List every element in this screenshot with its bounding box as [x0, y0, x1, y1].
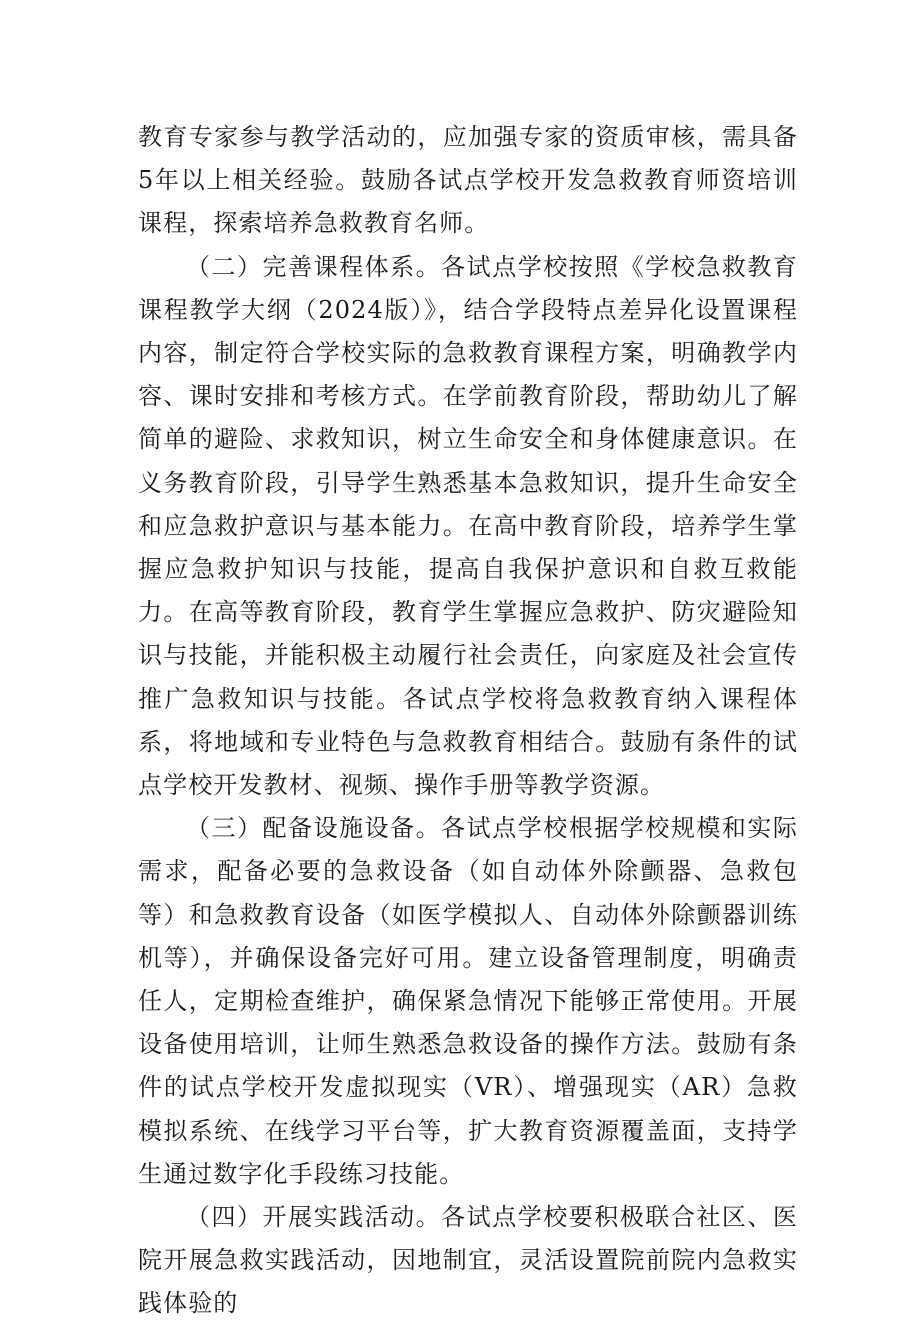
paragraph-continuation: 教育专家参与教学活动的，应加强专家的资质审核，需具备5年以上相关经验。鼓励各试点学校开发急救教育师资培训课程，探索培养急救教育名师。	[138, 123, 798, 238]
document-body	[138, 116, 798, 1326]
paragraph-facilities-equipment: （三）配备设施设备。各试点学校根据学校规模和实际需求，配备必要的急救设备（如自动体外除颤器、急救包等）和急救教育设备（如医学模拟人、自动体外除颤器训练机等），并确保设备完好可用。建立设备管理制度，明确责任人，定期检查维护，确保紧急情况下能够正常使用。开展设备使用培训，让师生熟悉急救设备的操作方法。鼓励有条件的试点学校开发虚拟现实（VR）、增强现实（AR）急救模拟系统、在线学习平台等，扩大教育资源覆盖面，支持学生通过数字化手段练习技能。	[138, 814, 798, 1188]
paragraph-curriculum-system: （二）完善课程体系。各试点学校按照《学校急救教育课程教学大纲（2024版）》，结合学段特点差异化设置课程内容，制定符合学校实际的急救教育课程方案，明确教学内容、课时安排和考核方式。在学前教育阶段，帮助幼儿了解简单的避险、求救知识，树立生命安全和身体健康意识。在义务教育阶段，引导学生熟悉基本急救知识，提升生命安全和应急救护意识与基本能力。在高中教育阶段，培养学生掌握应急救护知识与技能，提高自我保护意识和自救互救能力。在高等教育阶段，教育学生掌握应急救护、防灾避险知识与技能，并能积极主动履行社会责任，向家庭及社会宣传推广急救知识与技能。各试点学校将急救教育纳入课程体系，将地域和专业特色与急救教育相结合。鼓励有条件的试点学校开发教材、视频、操作手册等教学资源。	[138, 252, 798, 800]
paragraph-practice-activities: （四）开展实践活动。各试点学校要积极联合社区、医院开展急救实践活动，因地制宜，灵活设置院前院内急救实践体验的	[138, 1203, 798, 1318]
